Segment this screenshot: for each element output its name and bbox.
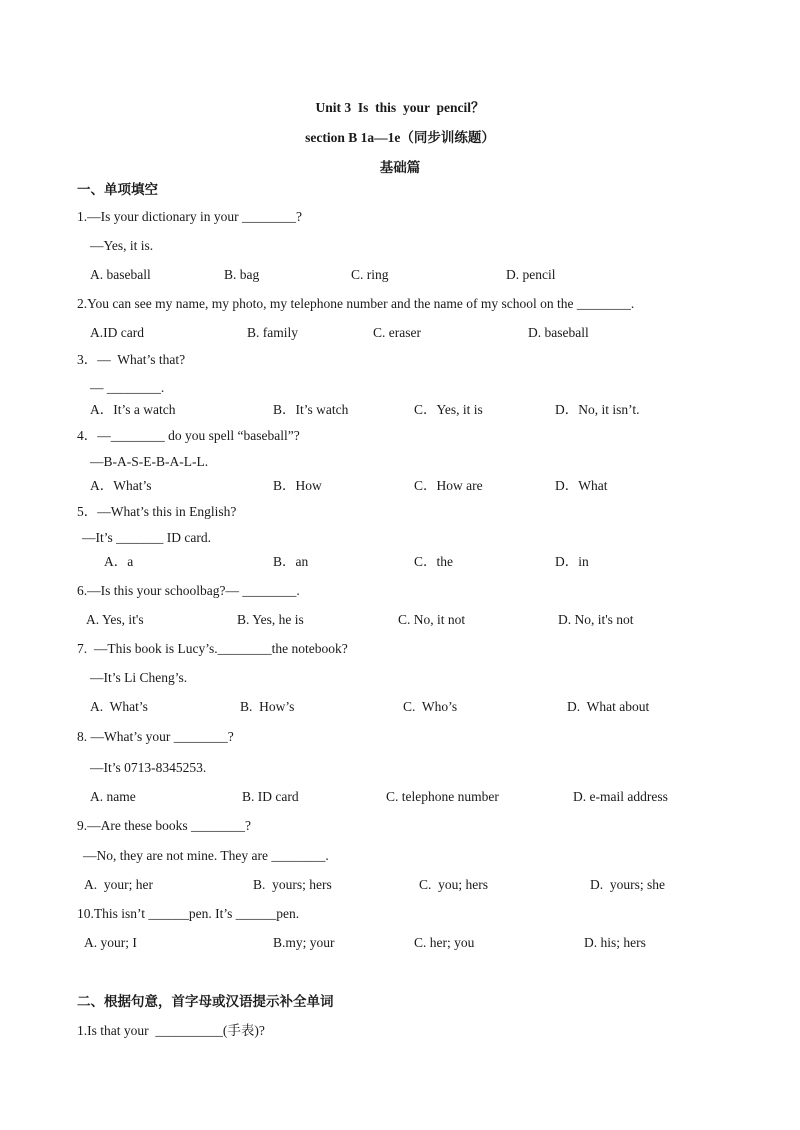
question-line: — ________. [90,380,165,395]
option-c: C. ring [351,267,389,282]
option-c: C. Who’s [403,699,458,714]
option-a: A. Yes, it's [86,612,144,627]
option-b: B．It’s watch [273,402,349,417]
option-b: B. bag [224,267,260,282]
question-stem: 3．— What’s that? [77,352,186,367]
option-d: D. baseball [528,325,589,340]
question-stem: 2.You can see my name, my photo, my telephone number and the name of my school on the ________. [77,296,635,311]
option-a: A.ID card [90,325,144,340]
question-stem: 4．—________ do you spell “baseball”? [77,428,300,443]
option-c: C. eraser [373,325,421,340]
option-b: B. family [247,325,298,340]
option-a: A．It’s a watch [90,402,176,417]
question-stem: 5．—What’s this in English? [77,504,237,519]
question-stem: 1.—Is your dictionary in your ________? [77,209,302,224]
option-a: A．a [104,554,134,569]
question-line: —No, they are not mine. They are ________. [83,848,329,863]
option-b: B．an [273,554,309,569]
section-heading: 一、单项填空 [77,182,158,197]
option-c: C. telephone number [386,789,499,804]
option-d: D. pencil [506,267,556,282]
option-a: A. What’s [90,699,148,714]
option-d: D. e-mail address [573,789,668,804]
question-stem: 7. —This book is Lucy’s.________the notebook? [77,641,348,656]
worksheet-subtitle: section B 1a—1e（同步训练题） [305,130,495,145]
option-a: A. your; her [84,877,153,892]
option-c: C．How are [414,478,483,493]
question-stem: 6.—Is this your schoolbag?— ________. [77,583,300,598]
option-b: B. Yes, he is [237,612,304,627]
option-d: D．What [555,478,608,493]
question-stem: 8. —What’s your ________? [77,729,234,744]
option-a: A. baseball [90,267,151,282]
option-b: B．How [273,478,322,493]
level-label: 基础篇 [379,160,421,175]
option-d: D. No, it's not [558,612,634,627]
question-line: —It’s _______ ID card. [82,530,211,545]
question-stem: 1.Is that your __________(手表)? [77,1023,265,1038]
question-stem: 9.—Are these books ________? [77,818,251,833]
option-a: A．What’s [90,478,152,493]
option-a: A. name [90,789,136,804]
option-d: D．in [555,554,589,569]
option-b: B.my; your [273,935,335,950]
question-line: —B-A-S-E-B-A-L-L. [90,454,209,469]
question-line: —It’s Li Cheng’s. [90,670,188,685]
option-c: C．Yes, it is [414,402,483,417]
option-a: A. your; I [84,935,137,950]
option-c: C. No, it not [398,612,466,627]
option-b: B. yours; hers [253,877,332,892]
option-c: C. you; hers [419,877,488,892]
section-heading: 二、根据句意，首字母或汉语提示补全单词 [77,994,334,1009]
worksheet-title: Unit 3 Is this your pencil？ [315,100,485,115]
question-line: —Yes, it is. [90,238,154,253]
option-c: C. her; you [414,935,475,950]
question-line: —It’s 0713-8345253. [90,760,207,775]
option-d: D. What about [567,699,650,714]
option-c: C．the [414,554,453,569]
option-d: D. yours; she [590,877,665,892]
option-b: B. ID card [242,789,299,804]
option-b: B. How’s [240,699,295,714]
option-d: D. his; hers [584,935,646,950]
option-d: D．No, it isn’t. [555,402,640,417]
question-stem: 10.This isn’t ______pen. It’s ______pen. [77,906,300,921]
